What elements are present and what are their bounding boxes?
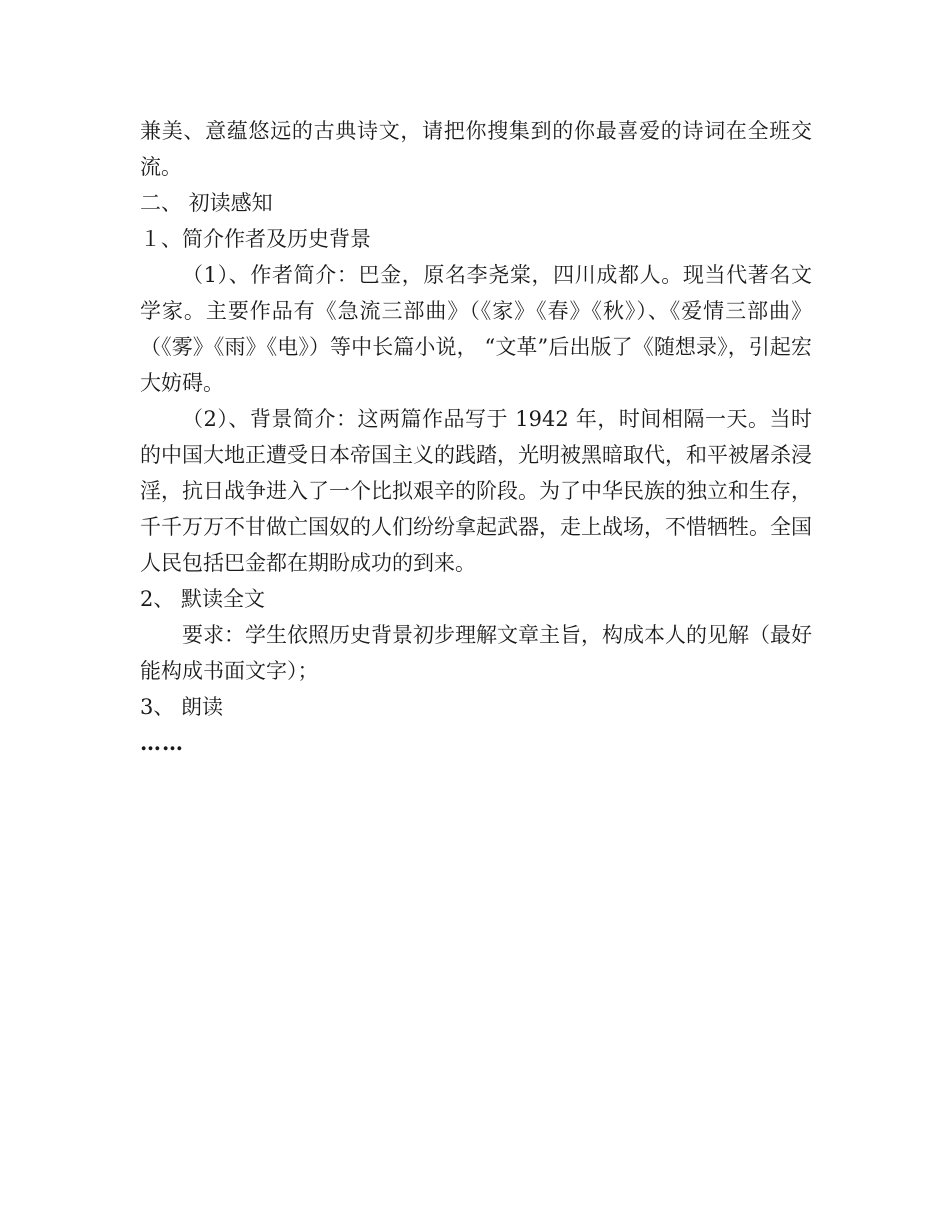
section-heading-two: 二、 初读感知	[140, 191, 273, 215]
author-intro-paragraph: （1）、作者简介：巴金，原名李尧棠，四川成都人。现当代著名文学家。主要作品有《急流三部曲》（《家》《春》《秋》）、《爱情三部曲》（《雾》《雨》《电》）等中长篇小说， “文革”后出版了《随想录》，引起宏大妨碍。	[140, 263, 812, 395]
item-heading-three: 3、 朗读	[140, 695, 224, 719]
item-heading-two: 2、 默读全文	[140, 587, 266, 611]
intro-continuation-paragraph: 兼美、意蕴悠远的古典诗文，请把你搜集到的你最喜爱的诗词在全班交流。	[140, 119, 812, 179]
background-intro-paragraph: （2）、背景简介：这两篇作品写于 1942 年，时间相隔一天。当时的中国大地正遭受日本帝国主义的践踏，光明被黑暗取代，和平被屠杀浸淫，抗日战争进入了一个比拟艰辛的阶段。为了中华民族的独立和生存，千千万万不甘做亡国奴的人们纷纷拿起武器，走上战场，不惜牺牲。全国人民包括巴金都在期盼成功的到来。	[140, 407, 812, 575]
ellipsis-line: ……	[140, 730, 184, 755]
item-heading-one: １、简介作者及历史背景	[140, 227, 371, 251]
requirement-paragraph: 要求：学生依照历史背景初步理解文章主旨，构成本人的见解（最好能构成书面文字）；	[140, 623, 812, 683]
document-body	[140, 113, 812, 761]
